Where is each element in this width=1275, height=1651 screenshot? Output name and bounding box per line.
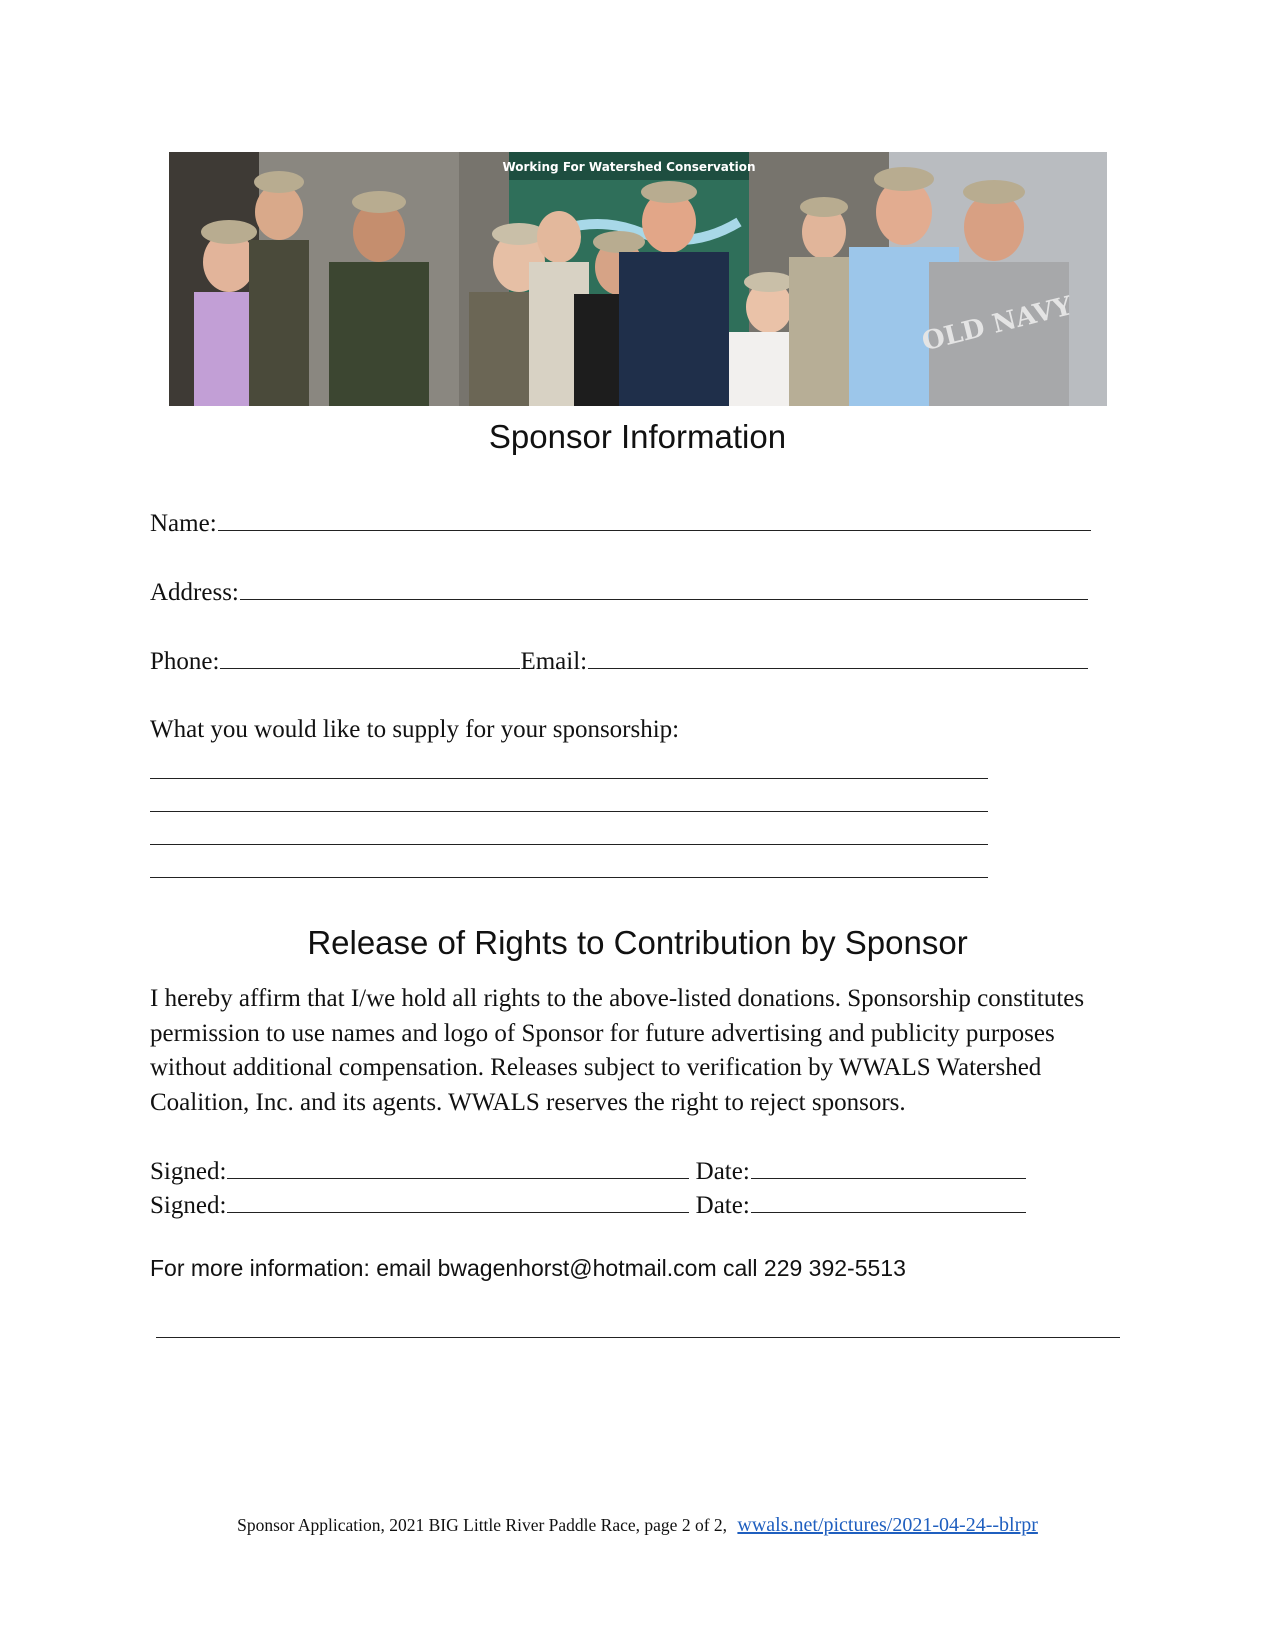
date-line[interactable] bbox=[751, 1190, 1026, 1213]
contact-info: For more information: email bwagenhorst@hotmail.com call 229 392-5513 bbox=[150, 1255, 906, 1281]
address-field[interactable] bbox=[150, 577, 1088, 608]
signed-label: Signed: bbox=[150, 1192, 227, 1219]
signature-line[interactable] bbox=[227, 1156, 689, 1179]
phone-line[interactable] bbox=[220, 646, 520, 669]
signed-label: Signed: bbox=[150, 1158, 227, 1185]
supply-line-3[interactable] bbox=[150, 844, 988, 845]
footer-link[interactable]: wwals.net/pictures/2021-04-24--blrpr bbox=[737, 1514, 1038, 1536]
signature-row-2 bbox=[150, 1190, 1026, 1221]
supply-line-4[interactable] bbox=[150, 877, 988, 878]
supply-line-2[interactable] bbox=[150, 811, 988, 812]
phone-label: Phone: bbox=[150, 648, 220, 675]
divider-line bbox=[156, 1337, 1120, 1338]
supply-label: What you would like to supply for your sponsorship: bbox=[150, 716, 680, 743]
address-label: Address: bbox=[150, 579, 239, 606]
date-label: Date: bbox=[695, 1192, 750, 1219]
shirt-text: OLD NAVY bbox=[919, 291, 1076, 358]
signature-row-1 bbox=[150, 1156, 1026, 1187]
signature-line[interactable] bbox=[227, 1190, 689, 1213]
group-photo bbox=[169, 152, 1107, 406]
release-paragraph: I hereby affirm that I/we hold all rights to the above-listed donations. Sponsorship constitutes permission to use names and logo of Sponsor for future advertising and publicity purposes without additional compensation. Releases subject to verification by WWALS Watershed Coalition, Inc. and its agents. WWALS reserves the right to reject sponsors. bbox=[150, 985, 1085, 1116]
name-field[interactable] bbox=[150, 508, 1091, 539]
address-line[interactable] bbox=[240, 577, 1088, 600]
name-label: Name: bbox=[150, 510, 217, 537]
email-label: Email: bbox=[520, 648, 588, 675]
date-line[interactable] bbox=[751, 1156, 1026, 1179]
date-label: Date: bbox=[695, 1158, 750, 1185]
footer-text: Sponsor Application, 2021 BIG Little River Paddle Race, page 2 of 2, bbox=[237, 1515, 728, 1535]
group-photo-image bbox=[169, 152, 1107, 406]
name-line[interactable] bbox=[218, 508, 1091, 531]
banner-text: Working For Watershed Conservation bbox=[502, 160, 756, 174]
email-line[interactable] bbox=[588, 646, 1088, 669]
supply-line-1[interactable] bbox=[150, 778, 988, 779]
phone-email-row bbox=[150, 646, 1088, 677]
sponsor-information-title: Sponsor Information bbox=[488, 418, 787, 455]
release-title: Release of Rights to Contribution by Sponsor bbox=[307, 924, 968, 961]
page-footer bbox=[0, 1514, 1275, 1537]
